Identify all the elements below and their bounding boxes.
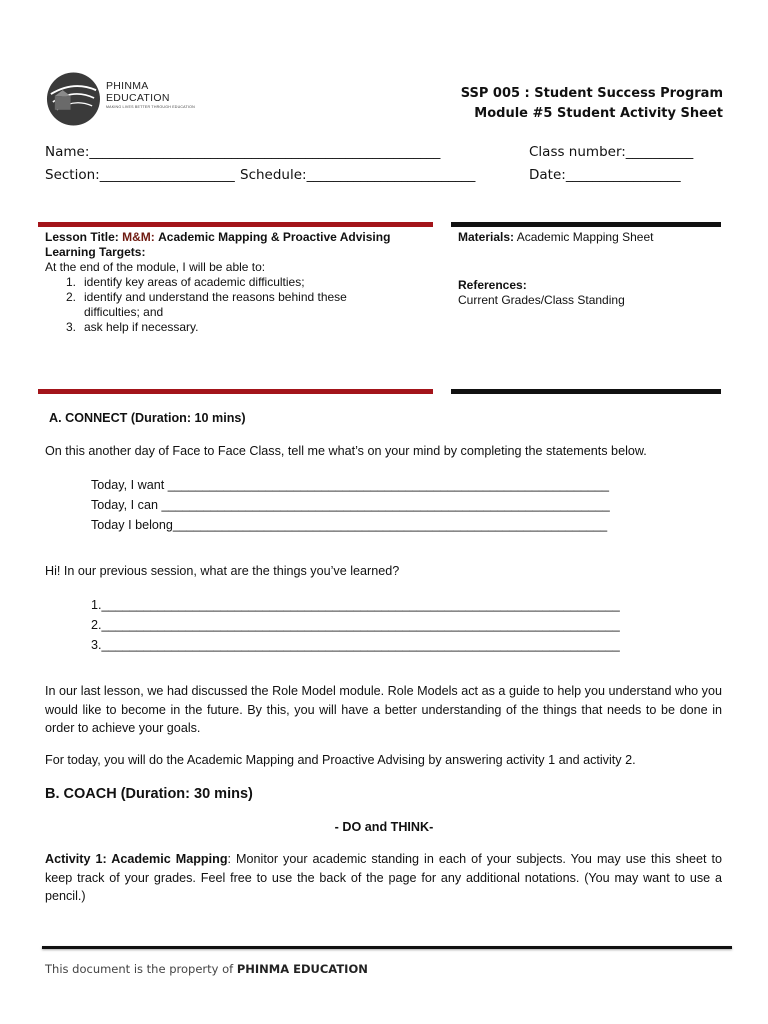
red-divider-top [38, 222, 433, 227]
do-and-think-subheading: - DO and THINK- [334, 820, 434, 834]
learned-line-3[interactable]: 3.__________________________________________________________________________ [91, 638, 620, 652]
statement-can[interactable]: Today, I can ________________________________________________________________ [91, 498, 610, 512]
section-field[interactable]: Section:____________________ [45, 167, 235, 183]
learned-prompt: Hi! In our previous session, what are the things you’ve learned? [45, 564, 400, 578]
lesson-title-mm: M&M: [122, 230, 155, 244]
materials-value: Academic Mapping Sheet [516, 230, 654, 244]
role-model-paragraph: In our last lesson, we had discussed the Role Model module. Role Models act as a guide to help you understand who you would like to become in the future. By this, you will have a better understanding of the things that needs to be done in order to achieve your goals. [45, 684, 722, 735]
black-divider-bottom [451, 389, 721, 394]
lesson-title-label: Lesson Title: [45, 230, 119, 244]
class-number-field[interactable]: Class number:__________ [529, 144, 694, 160]
learned-line-2[interactable]: 2.__________________________________________________________________________ [91, 618, 620, 632]
list-item: 3. ask help if necessary. [65, 320, 199, 334]
learning-targets-label: Learning Targets: [45, 245, 146, 259]
connect-heading: A. CONNECT (Duration: 10 mins) [49, 411, 246, 425]
title-line-1: SSP 005 : Student Success Program [460, 86, 723, 101]
footer-owner: PHINMA EDUCATION [236, 962, 368, 976]
phinma-globe-icon [45, 70, 102, 128]
phinma-logo [45, 68, 213, 130]
activity-1-label: Activity 1: Academic Mapping [45, 852, 228, 866]
statement-want[interactable]: Today, I want _______________________________________________________________ [91, 478, 610, 492]
red-divider-bottom [38, 389, 433, 394]
footer [45, 962, 368, 976]
date-field[interactable]: Date:_________________ [529, 167, 681, 183]
lesson-block [45, 230, 425, 335]
document-title [461, 84, 723, 124]
references-label: References: [458, 278, 527, 292]
list-item: 1. identify key areas of academic difficulties; [65, 275, 305, 289]
materials-label: Materials: [458, 230, 515, 244]
learning-targets-list [45, 275, 398, 335]
activity-1-text: : Monitor your academic standing in each of your subjects. You may use this sheet to keep track of your grades. Feel free to use the back of the page for any additional notations. (You may want to use a pencil.) [45, 852, 722, 903]
learned-lines [91, 595, 620, 655]
materials-block [458, 230, 728, 308]
coach-heading: B. COACH (Duration: 30 mins) [45, 786, 253, 802]
title-line-2: Module #5 Student Activity Sheet [474, 106, 723, 121]
today-paragraph: For today, you will do the Academic Mapping and Proactive Advising by answering activity 1 and activity 2. [45, 753, 636, 767]
schedule-field[interactable]: Schedule:_________________________ [240, 167, 476, 183]
list-item: 2. identify and understand the reasons behind these difficulties; and [65, 290, 347, 319]
logo-name: PHINMA EDUCATION [105, 80, 170, 104]
learned-line-1[interactable]: 1.__________________________________________________________________________ [91, 598, 620, 612]
statements-block [91, 475, 610, 535]
footer-divider [42, 946, 732, 949]
logo-tagline: MAKING LIVES BETTER THROUGH EDUCATION [105, 105, 195, 109]
black-divider-top [451, 222, 721, 227]
learning-targets-intro: At the end of the module, I will be able to: [45, 260, 266, 274]
footer-prefix: This document is the property of [45, 962, 237, 976]
references-value: Current Grades/Class Standing [458, 293, 625, 307]
activity-1-paragraph [45, 850, 722, 906]
connect-intro: On this another day of Face to Face Class, tell me what’s on your mind by completing the statements below. [45, 444, 647, 458]
name-field[interactable]: Name:____________________________________________________ [45, 144, 441, 160]
statement-belong[interactable]: Today I belong______________________________________________________________ [91, 518, 608, 532]
lesson-title [45, 230, 425, 245]
lesson-title-text: Academic Mapping & Proactive Advising [158, 230, 391, 244]
